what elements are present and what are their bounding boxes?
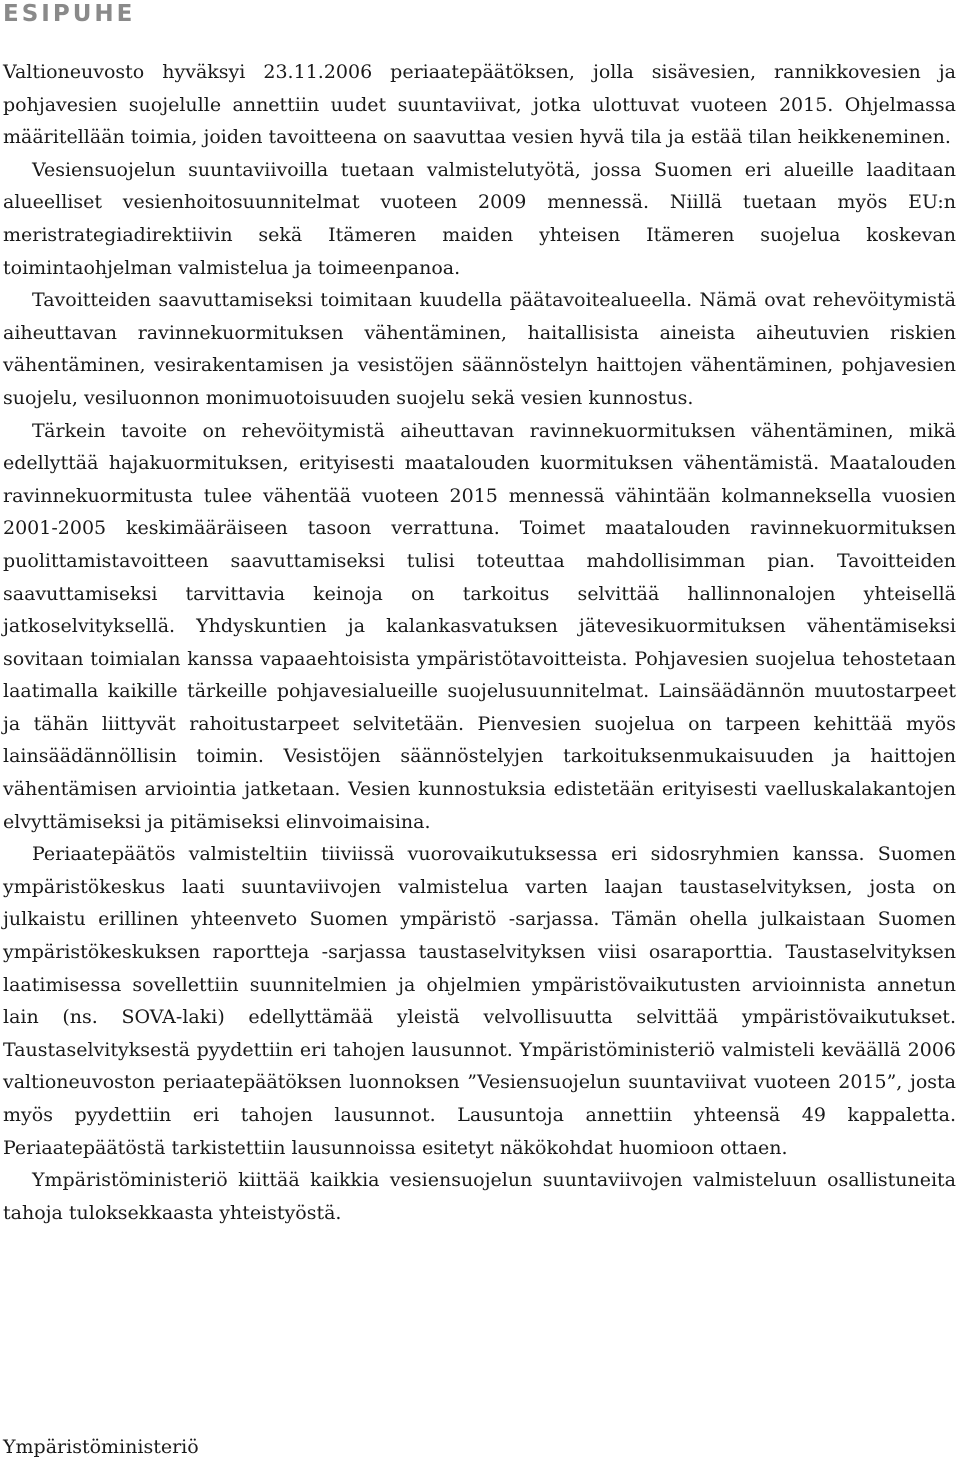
paragraph-2: Vesiensuojelun suuntaviivoilla tuetaan valmistelutyötä, jossa Suomen eri alueille laaditaan alueelliset vesienhoitosuunnitelmat vuoteen 2009 mennessä. Niillä tuetaan myös EU:n meristrategiadirektiivin sekä Itämeren maiden yhteisen Itämeren suojelua koskevan toimintaohjelman valmistelua ja toimeenpanoa. [3, 158, 956, 279]
paragraph-1: Valtioneuvosto hyväksyi 23.11.2006 periaatepäätöksen, jolla sisävesien, rannikkovesien ja pohjavesien suojelulle annettiin uudet suuntaviivat, jotka ulottuvat vuoteen 2015. Ohjelmassa määritellään toimia, joiden tavoitteena on saavuttaa vesien hyvä tila ja estää tilan heikkeneminen. [3, 61, 956, 149]
signature: Ympäristöministeriö [3, 1436, 199, 1458]
paragraph-3: Tavoitteiden saavuttamiseksi toimitaan kuudella päätavoitealueella. Nämä ovat rehevöitymistä aiheuttavan ravinnekuormituksen vähentäminen, haitallisista aineista aiheutuvien riskien vähentäminen, vesirakentamisen ja vesistöjen säännöstelyn haittojen vähentäminen, pohjavesien suojelu, vesiluonnon monimuotoisuuden suojelu sekä vesien kunnostus. [3, 289, 956, 409]
paragraph-4: Tärkein tavoite on rehevöitymistä aiheuttavan ravinnekuormituksen vähentäminen, mikä edellyttää hajakuormituksen, erityisesti maatalouden kuormituksen vähentämistä. Maatalouden ravinnekuormitusta tulee vähentää vuoteen 2015 mennessä vähintään kolmanneksella vuosien 2001-2005 keskimääräiseen tasoon verrattuna. Toimet maatalouden ravinnekuormituksen puolittamistavoitteen saavuttamiseksi tulisi toteuttaa mahdollisimman pian. Tavoitteiden saavuttamiseksi tarvittavia keinoja on tarkoitus selvittää hallinnonalojen yhteisellä jatkoselvityksellä. Yhdyskuntien ja kalankasvatuksen jätevesikuormituksen vähentämiseksi sovitaan toimialan kanssa vapaaehtoisista ympäristötavoitteista. Pohjavesien suojelua tehostetaan laatimalla kaikille tärkeille pohjavesialueille suojelusuunnitelmat. Lainsäädännön muutostarpeet ja tähän liittyvät rahoitustarpeet selvitetään. Pienvesien suojelua on tarpeen kehittää myös lainsäädännöllisin toimin. Vesistöjen säännöstelyjen tarkoituksenmukaisuuden ja haittojen vähentämisen arviointia jatketaan. Vesien kunnostuksia edistetään erityisesti vaelluskalakantojen elvyttämiseksi ja pitämiseksi elinvoimaisina. [3, 419, 956, 833]
paragraph-6: Ympäristöministeriö kiittää kaikkia vesiensuojelun suuntaviivojen valmisteluun osallistuneita tahoja tuloksekkaasta yhteistyöstä. [3, 1169, 956, 1224]
paragraph-5: Periaatepäätös valmisteltiin tiiviissä vuorovaikutuksessa eri sidosryhmien kanssa. Suomen ympäristökeskus laati suuntaviivojen valmistelua varten laajan taustaselvityksen, josta on julkaistu erillinen yhteenveto Suomen ympäristö -sarjassa. Tämän ohella julkaistaan Suomen ympäristökeskuksen raportteja -sarjassa taustaselvityksen viisi osaraporttia. Taustaselvityksen laatimisessa sovellettiin suunnitelmien ja ohjelmien ympäristövaikutusten arvioinnista annetun lain (ns. SOVA-laki) edellyttämää yleistä velvollisuutta selvittää ympäristövaikutukset. Taustaselvityksestä pyydettiin eri tahojen lausunnot. Ympäristöministeriö valmisteli keväällä 2006 valtioneuvoston periaatepäätöksen luonnoksen ”Vesiensuojelun suuntaviivat vuoteen 2015”, josta myös pyydettiin eri tahojen lausunnot. Lausuntoja annettiin yhteensä 49 kappaletta. Periaatepäätöstä tarkistettiin lausunnoissa esitetyt näkökohdat huomioon ottaen. [3, 843, 956, 1159]
page-heading: ESIPUHE [3, 1, 136, 27]
body-text [3, 56, 956, 1229]
